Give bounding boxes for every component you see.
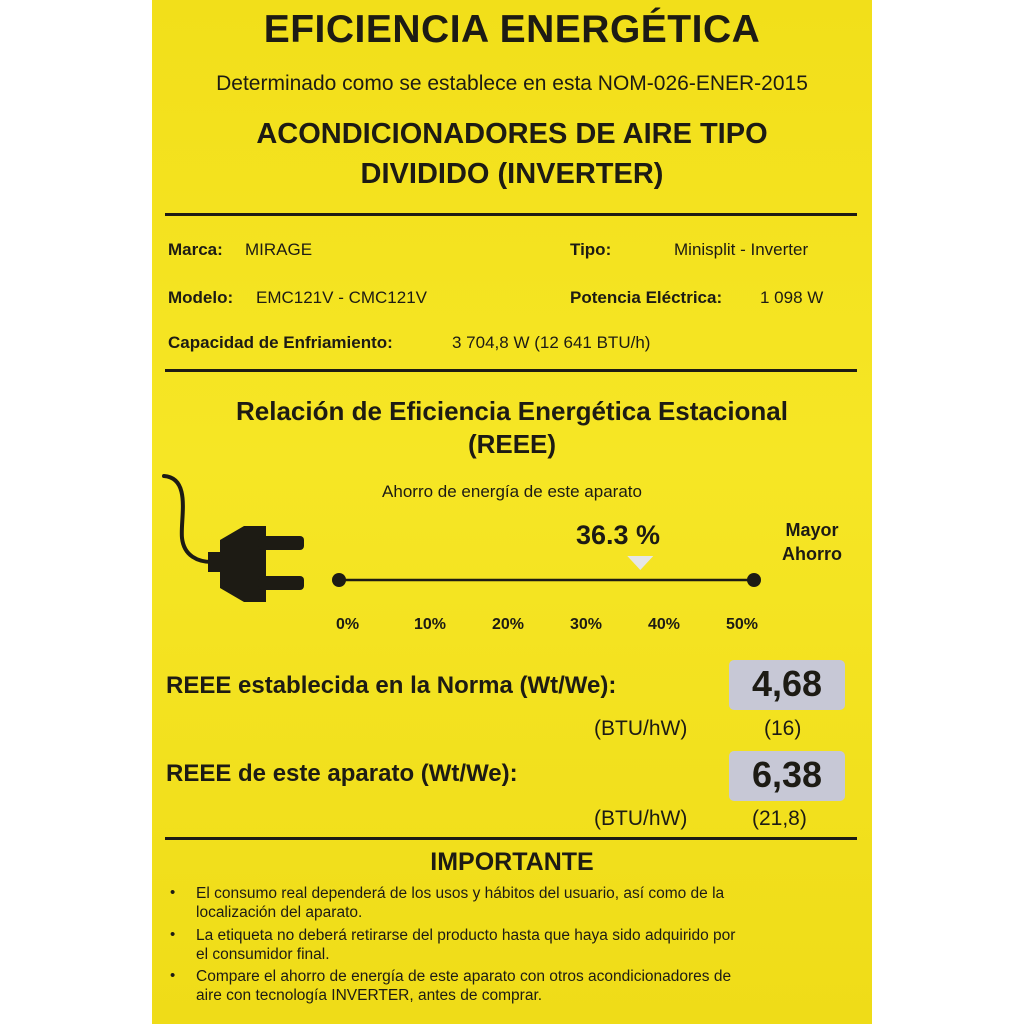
note-bullet: • (170, 884, 176, 901)
scale-tick-label: 40% (648, 616, 681, 633)
tipo-label: Tipo: (570, 240, 612, 259)
note-line: La etiqueta no deberá retirarse del producto hasta que haya sido adquirido por (196, 927, 736, 944)
note-item (196, 967, 860, 1005)
scale-tick-label: 10% (414, 616, 447, 633)
divider-top (165, 213, 857, 216)
potencia-label: Potencia Eléctrica: (570, 288, 723, 307)
scale-end-dot (747, 573, 761, 587)
note-line: localización del aparato. (196, 904, 363, 921)
scale-tick-label: 30% (570, 616, 603, 633)
divider-bottom (165, 837, 857, 840)
importante-title: IMPORTANTE (430, 848, 594, 876)
capacidad-value: 3 704,8 W (12 641 BTU/h) (452, 333, 651, 352)
reee-title (152, 395, 872, 461)
marca-label: Marca: (168, 240, 223, 259)
energy-label (152, 0, 872, 1024)
norm-reference: Determinado como se establece en esta NOM-026-ENER-2015 (216, 72, 808, 95)
scale-tick-label: 0% (336, 616, 360, 633)
scale-tick-label: 20% (492, 616, 525, 633)
reee-norma-btu: (16) (764, 717, 802, 740)
note-line: el consumidor final. (196, 946, 330, 963)
savings-percent: 36.3 % (576, 520, 661, 550)
reee-norma-value: 4,68 (729, 660, 845, 710)
marca-value: MIRAGE (245, 240, 313, 259)
reee-title-line-2: (REEE) (467, 429, 557, 459)
scale-start-dot (332, 573, 346, 587)
reee-aparato-label: REEE de este aparato (Wt/We): (166, 760, 518, 787)
potencia-value: 1 098 W (760, 288, 824, 307)
note-line: Compare el ahorro de energía de este aparato con otros acondicionadores de (196, 968, 732, 985)
plug-icon (158, 470, 308, 610)
modelo-label: Modelo: (168, 288, 234, 307)
label-title: EFICIENCIA ENERGÉTICA (263, 8, 761, 51)
divider-middle (165, 369, 857, 372)
capacidad-label: Capacidad de Enfriamiento: (168, 333, 393, 352)
note-item (196, 926, 860, 964)
note-item (196, 884, 860, 922)
product-type-line-1: ACONDICIONADORES DE AIRE TIPO (256, 118, 768, 150)
ahorro-label: Ahorro de energía de este aparato (382, 482, 642, 501)
reee-norma-unit: (BTU/hW) (594, 717, 688, 740)
reee-aparato-value: 6,38 (729, 751, 845, 801)
product-type-line-2: DIVIDIDO (INVERTER) (360, 158, 664, 190)
note-bullet: • (170, 926, 176, 943)
savings-marker (627, 556, 653, 570)
note-line: aire con tecnología INVERTER, antes de comprar. (196, 987, 543, 1004)
savings-scale (322, 548, 772, 598)
mayor-ahorro-line-1: Mayor (785, 520, 839, 540)
mayor-ahorro-line-2: Ahorro (782, 544, 842, 564)
note-bullet: • (170, 967, 176, 984)
note-line: El consumo real dependerá de los usos y hábitos del usuario, así como de la (196, 885, 725, 902)
reee-norma-label: REEE establecida en la Norma (Wt/We): (166, 672, 617, 699)
scale-tick-label: 50% (726, 616, 759, 633)
product-type (152, 114, 872, 194)
reee-title-line-1: Relación de Eficiencia Energética Estacional (236, 396, 788, 426)
reee-aparato-unit: (BTU/hW) (594, 807, 688, 830)
mayor-ahorro (772, 518, 852, 566)
modelo-value: EMC121V - CMC121V (256, 288, 428, 307)
reee-aparato-btu: (21,8) (752, 807, 807, 830)
tipo-value: Minisplit - Inverter (674, 240, 809, 259)
